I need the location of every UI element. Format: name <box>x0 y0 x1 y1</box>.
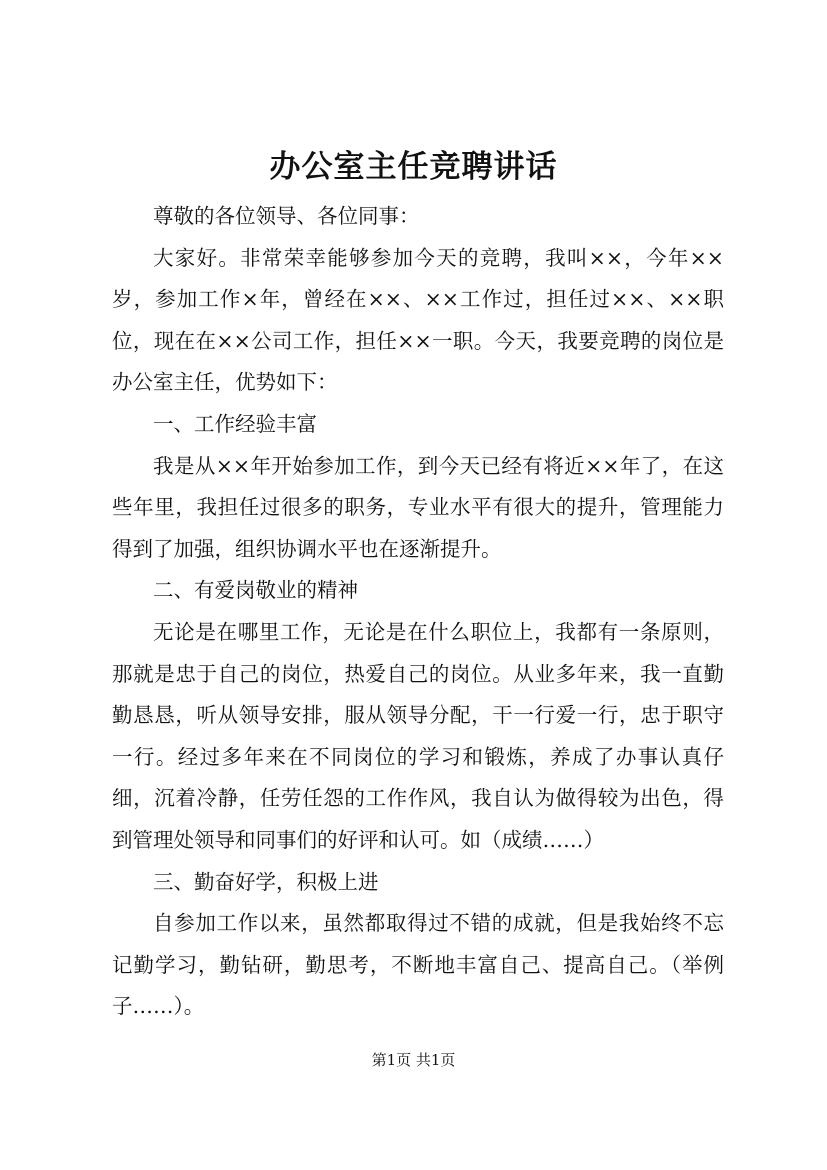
paragraph-dedication: 无论是在哪里工作，无论是在什么职位上，我都有一条原则，那就是忠于自己的岗位，热爱自己的岗位。从业多年来，我一直勤勤恳恳，听从领导安排，服从领导分配，干一行爱一行，忠于职守一行。经过多年来在不同岗位的学习和锻炼，养成了办事认真仔细，沉着冷静，任劳任怨的工作作风，我自认为做得较为出色，得到管理处领导和同事们的好评和认可。如（成绩……） <box>112 619 724 852</box>
salutation: 尊敬的各位领导、各位同事： <box>153 204 420 228</box>
document-title: 办公室主任竞聘讲话 <box>269 149 558 185</box>
document-body <box>112 196 724 1028</box>
section-heading-3: 三、勤奋好学，积极上进 <box>153 869 379 894</box>
section-heading-2: 二、有爱岗敬业的精神 <box>153 578 358 603</box>
paragraph-experience: 我是从××年开始参加工作，到今天已经有将近××年了，在这些年里，我担任过很多的职务，专业水平有很大的提升，管理能力得到了加强，组织协调水平也在逐渐提升。 <box>112 453 724 561</box>
page-footer: 第1页 共1页 <box>371 1051 456 1069</box>
paragraph-intro: 大家好。非常荣幸能够参加今天的竞聘，我叫××，今年××岁，参加工作×年，曾经在××、××工作过，担任过××、××职位，现在在××公司工作，担任××一职。今天，我要竞聘的岗位是办公室主任，优势如下： <box>112 245 724 395</box>
section-heading-1: 一、工作经验丰富 <box>153 411 317 436</box>
paragraph-learning: 自参加工作以来，虽然都取得过不错的成就，但是我始终不忘记勤学习，勤钻研，勤思考，不断地丰富自己、提高自己。（举例子……）。 <box>112 911 724 1019</box>
